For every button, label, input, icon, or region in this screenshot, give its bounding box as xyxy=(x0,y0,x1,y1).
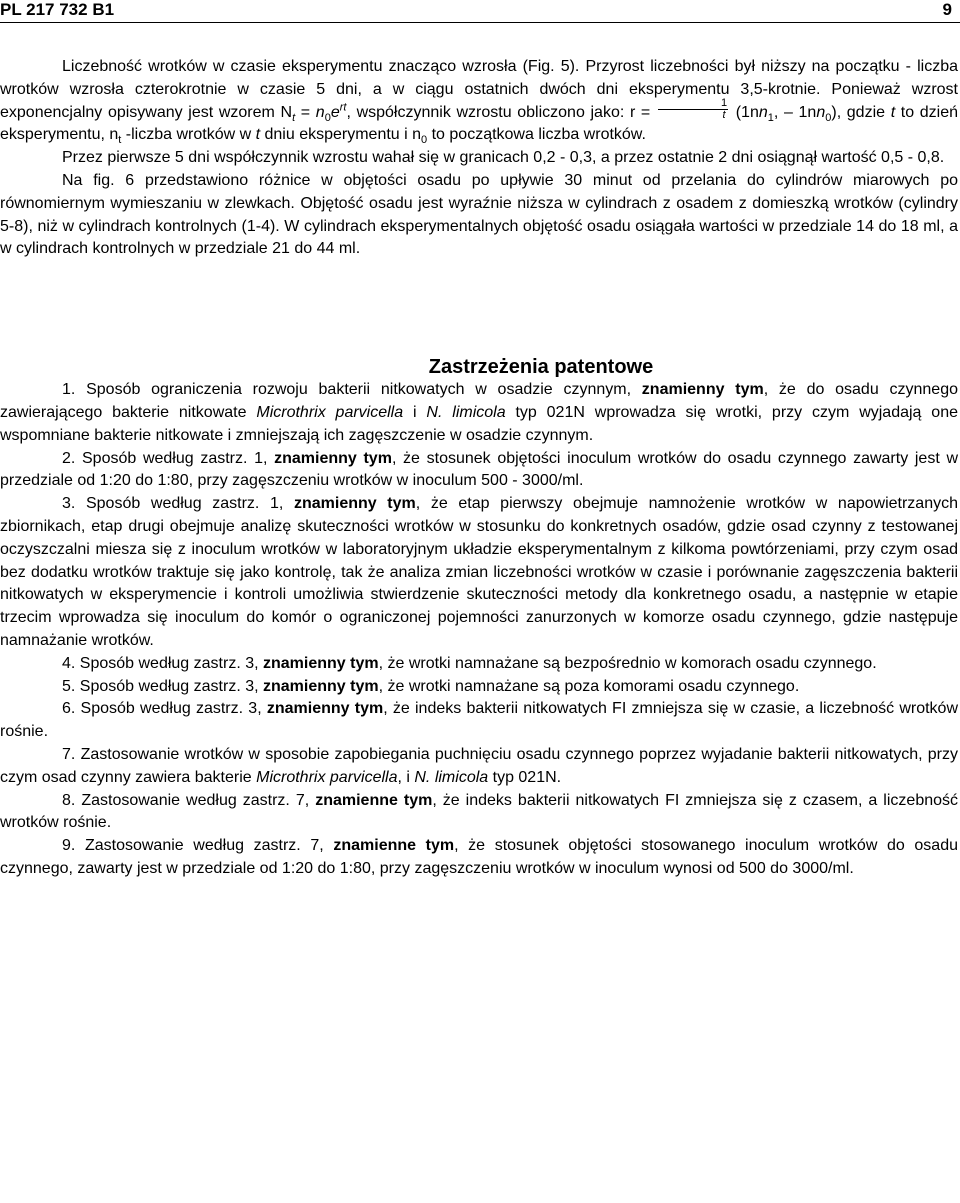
document-body xyxy=(0,56,958,881)
claims-title: Zastrzeżenia patentowe xyxy=(428,356,654,379)
page-number: 9 xyxy=(942,0,952,19)
page-header xyxy=(0,0,960,22)
section-spacer xyxy=(0,261,958,355)
claim-1: 1. Sposób ograniczenia rozwoju bakterii nitkowatych w osadzie czynnym, znamienny tym, że do osadu czynnego zawierającego bakterie nitkowate Microthrix parvicella i N. limicola typ 021N wprowadza się wrotki, przy czym wyjadają one wspomniane bakterie nitkowate i zmniejszają ich zagęszczenie w osadzie czynnym. xyxy=(0,381,958,444)
growth-rate-fraction: $\frac{1}{t}$ xyxy=(658,98,728,121)
paragraph-sludge-volume: Na fig. 6 przedstawiono różnice w objętości osadu po upływie 30 minut od przelania do cylindrów miarowych po równomiernym wymieszaniu w zlewkach. Objętość osadu jest wyraźnie niższa w cylindrach z osadem z domieszką wrotków (cylindry 5-8), niż w cylindrach kontrolnych (1-4). W cylindrach eksperymentalnych objętość osadu osiągała wartości w przedziale 14 do 18 ml, a w cylindrach kontrolnych w przedziale 21 do 44 ml. xyxy=(0,171,958,258)
claim-4: 4. Sposób według zastrz. 3, znamienny tym, że wrotki namnażane są bezpośrednio w komorach osadu czynnego. xyxy=(62,654,877,672)
claim-5: 5. Sposób według zastrz. 3, znamienny tym, że wrotki namnażane są poza komorami osadu czynnego. xyxy=(62,677,800,695)
claim-2: 2. Sposób według zastrz. 1, znamienny tym, że stosunek objętości inoculum wrotków do osadu czynnego zawarty jest w przedziale od 1:20 do 1:80, przy zagęszczeniu wrotków w inoculum 500 - 3000/ml. xyxy=(0,449,958,490)
claim-3: 3. Sposób według zastrz. 1, znamienny tym, że etap pierwszy obejmuje namnożenie wrotków w napowietrzanych zbiornikach, etap drugi obejmuje analizę skuteczności wrotków w stosunku do konkretnych osadów, gdzie osad czynny z testowanej oczyszczalni miesza się z inoculum wrotków w laboratoryjnym układzie eksperymentalnym z kilkoma powtórzeniami, przy czym osad bez dodatku wrotków traktuje się jako kontrolę, tak że analiza zmian liczebności wrotków w czasie i porównanie zagęszczenia bakterii nitkowatych w eksperymencie i kontroli umożliwia stwierdzenie skuteczności metody dla konkretnego osadu, a następnie w etapie trzecim wprowadza się inoculum do komór o ograniczonej pojemności zanurzonych w komorze osadu czynnego, gdzie następuje namnażanie wrotków. xyxy=(0,495,959,649)
paragraph-growth: Liczebność wrotków w czasie eksperymentu znacząco wzrosła (Fig. 5). Przyrost liczebności był niższy na początku - liczba wrotków wzrosła czterokrotnie w czasie 5 dni, a w ciągu ostatnich dwóch dni eksperymentu 3,5-krotnie. Ponieważ wzrost exponencjalny opisywany jest wzorem $N_t = n_0e^{rt}$, współczynnik wzrostu obliczono jako: r = $\frac{1}{t}$ ($1nn_1$, – $1nn_0$), gdzie t to dzień eksperymentu, $n_t$ -liczba wrotków w t dniu eksperymentu i $n_0$ to początkowa liczba wrotków. xyxy=(0,58,959,147)
claim-8: 8. Zastosowanie według zastrz. 7, znamienne tym, że indeks bakterii nitkowatych FI zmniejsza się z czasem, a liczebność wrotków rośnie. xyxy=(0,791,959,832)
claim-9: 9. Zastosowanie według zastrz. 7, znamienne tym, że stosunek objętości stosowanego inoculum wrotków do osadu czynnego, zawarty jest w przedziale od 1:20 do 1:80, przy zagęszczeniu wrotków w inoculum wynosi od 500 do 3000/ml. xyxy=(0,837,959,877)
claim-7: 7. Zastosowanie wrotków w sposobie zapobiegania puchnięciu osadu czynnego poprzez wyjadanie bakterii nitkowatych, przy czym osad czynny zawiera bakterie Microthrix parvicella, i N. limicola typ 021N. xyxy=(0,745,958,786)
patent-number: PL 217 732 B1 xyxy=(0,0,115,19)
paragraph-growth-rate-range: Przez pierwsze 5 dni współczynnik wzrostu wahał się w granicach 0,2 - 0,3, a przez ostatnie 2 dni osiągnął wartość 0,5 - 0,8. xyxy=(62,149,945,167)
header-rule xyxy=(0,22,960,23)
claim-6: 6. Sposób według zastrz. 3, znamienny tym, że indeks bakterii nitkowatych FI zmniejsza się w czasie, a liczebność wrotków rośnie. xyxy=(0,700,959,741)
